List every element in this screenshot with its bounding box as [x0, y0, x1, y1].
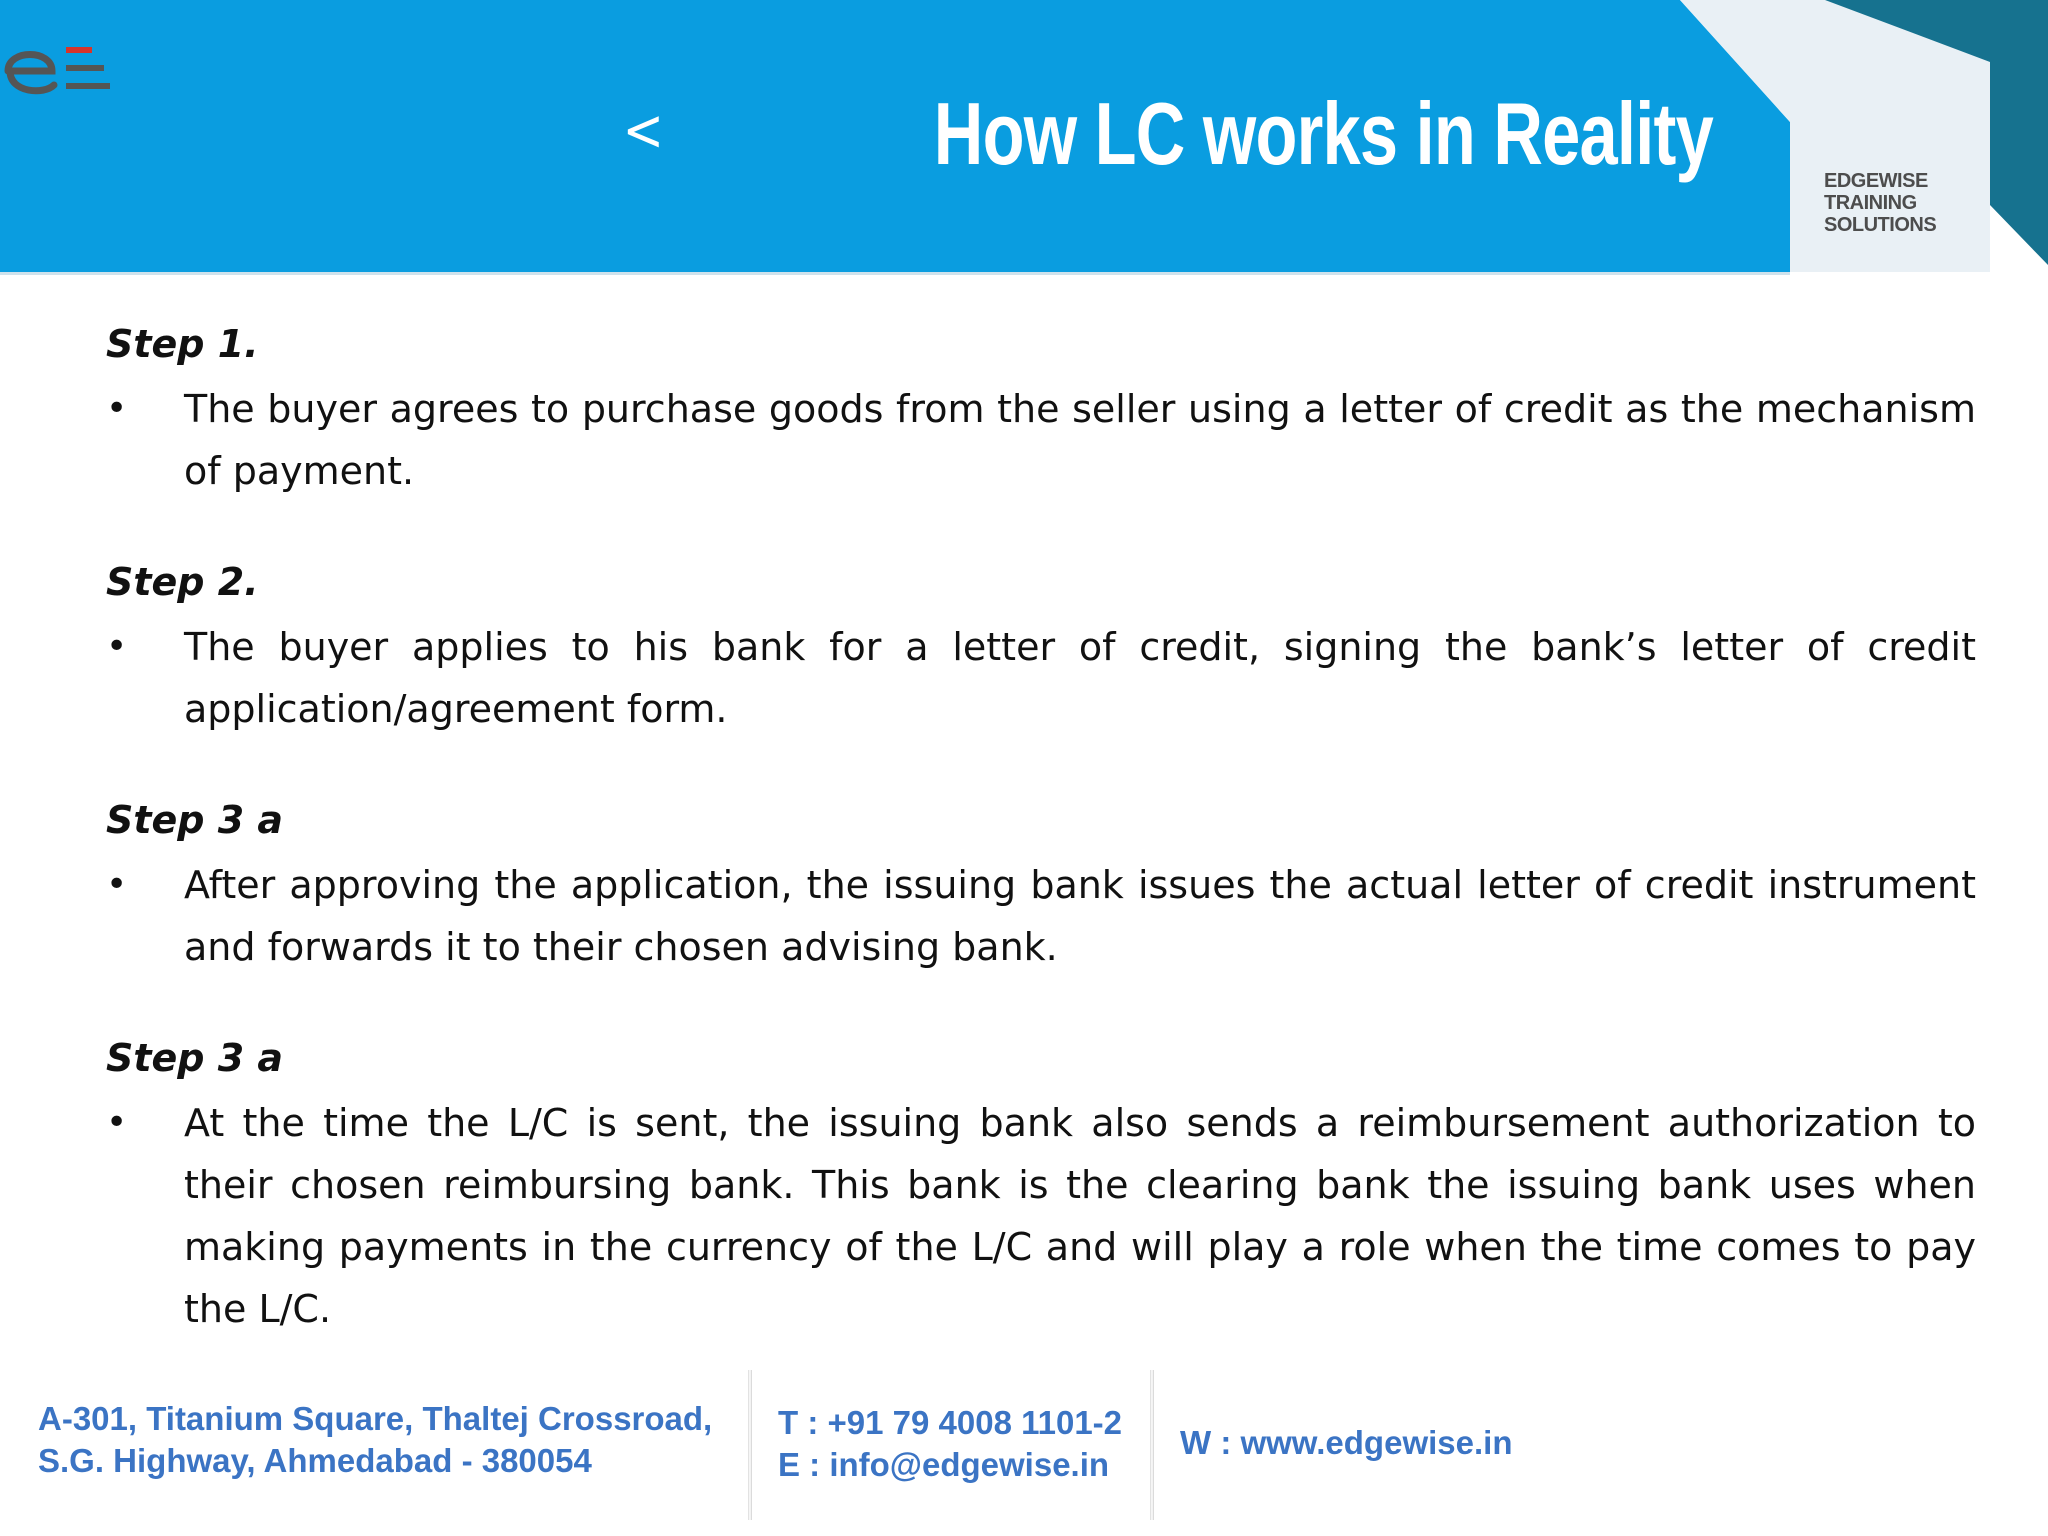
step-text: The buyer agrees to purchase goods from the seller using a letter of credit as the mechanism of payment.	[184, 387, 1976, 493]
footer-email[interactable]: E : info@edgewise.in	[778, 1446, 1110, 1483]
footer-divider	[748, 1370, 752, 1520]
bullet-item	[106, 616, 1976, 740]
logo-line-1: EDGEWISE	[1824, 170, 1928, 192]
footer-address	[38, 1398, 712, 1482]
page-title: How LC works in Reality	[933, 84, 1713, 183]
bullet-item	[106, 854, 1976, 978]
banner-shadow	[0, 272, 1790, 275]
title-row	[619, 84, 1713, 183]
step-1	[106, 318, 1976, 502]
step-3a-second	[106, 1032, 1976, 1340]
footer-website[interactable]: W : www.edgewise.in	[1180, 1424, 1513, 1461]
logo-line-2: TRAINING	[1824, 192, 1917, 214]
logo-text	[1824, 170, 1936, 236]
step-title: Step 2.	[106, 560, 259, 604]
steps-content	[106, 318, 1976, 1394]
bullet-icon: •	[106, 388, 128, 429]
bullet-icon: •	[106, 626, 128, 667]
step-title: Step 1.	[106, 322, 259, 366]
bullet-icon: •	[106, 864, 128, 905]
step-3a	[106, 794, 1976, 978]
footer-divider	[1150, 1370, 1154, 1520]
footer-contact	[778, 1402, 1122, 1486]
header-banner	[0, 0, 2048, 275]
chevron-left-icon[interactable]: <	[623, 96, 665, 164]
step-text: The buyer applies to his bank for a letter of credit, signing the bank’s letter of credit application/agreement form.	[184, 625, 1976, 731]
bullet-item	[106, 1092, 1976, 1340]
edgewise-logo-icon	[0, 0, 160, 150]
footer-phone[interactable]: T : +91 79 4008 1101-2	[778, 1404, 1123, 1441]
address-line-1: A-301, Titanium Square, Thaltej Crossroad,	[38, 1400, 713, 1437]
step-2	[106, 556, 1976, 740]
step-text: After approving the application, the issuing bank issues the actual letter of credit instrument and forwards it to their chosen advising bank.	[184, 863, 1976, 969]
step-title: Step 3 a	[106, 798, 284, 842]
bullet-icon: •	[106, 1102, 128, 1143]
step-title: Step 3 a	[106, 1036, 284, 1080]
address-line-2: S.G. Highway, Ahmedabad - 380054	[38, 1442, 592, 1479]
footer	[0, 1360, 2048, 1536]
step-text: At the time the L/C is sent, the issuing bank also sends a reimbursement authorization to their chosen reimbursing bank. This bank is the clearing bank the issuing bank uses when making payments in the currency of the L/C and will play a role when the time comes to pay the L/C.	[184, 1101, 1976, 1331]
logo-line-3: SOLUTIONS	[1824, 214, 1937, 236]
bullet-item	[106, 378, 1976, 502]
